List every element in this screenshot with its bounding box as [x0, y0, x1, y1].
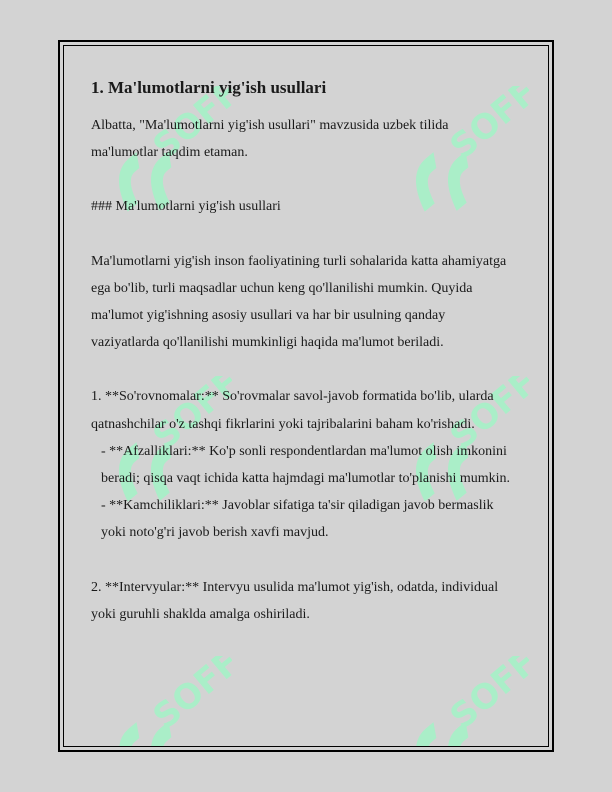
page	[63, 45, 549, 747]
svg-text:SOFF: SOFF	[442, 86, 529, 168]
svg-text:SOFF: SOFF	[145, 656, 232, 738]
soff-logo-icon	[379, 656, 529, 747]
svg-text:SOFF: SOFF	[442, 376, 529, 458]
method-1-cons: - **Kamchiliklari:** Javoblar sifatiga ta'sir qiladigan javob bermaslik yoki noto'g'ri javob berish xavfi mavjud.	[101, 498, 497, 541]
svg-text:SOFF: SOFF	[442, 656, 529, 738]
page-border	[58, 40, 554, 752]
soff-logo-icon	[82, 656, 232, 747]
svg-text:SOFF: SOFF	[145, 86, 232, 168]
overview-paragraph: Ma'lumotlarni yig'ish inson faoliyatining turli sohalarida katta ahamiyatga ega bo'lib, turli maqsadlar uchun keng qo'llanilishi mumkin. Quyida ma'lumot yig'ishning asosiy usullari va har bir usulning qanday vaziyatlarda qo'llanilishi mumkinligi haqida ma'lumot beriladi.	[91, 253, 510, 351]
document-body	[91, 76, 511, 655]
method-1-title: 1. **So'rovnomalar:** So'rovmalar savol-javob formatida bo'lib, ularda qatnashchilar o'z tashqi fikrlarini yoki tajribalarini baham ko'rishadi.	[91, 389, 498, 432]
intro-paragraph: Albatta, "Ma'lumotlarni yig'ish usullari" mavzusida uzbek tilida ma'lumotlar taqdim etaman.	[91, 118, 452, 161]
method-1-pros: - **Afzalliklari:** Ko'p sonli respondentlardan ma'lumot olish imkonini beradi; qisqa vaqt ichida katta hajmdagi ma'lumotlar to'planishi mumkin.	[101, 443, 511, 487]
svg-text:SOFF: SOFF	[145, 376, 232, 458]
subheading-line: ### Ma'lumotlarni yig'ish usullari	[91, 199, 281, 215]
document-heading: 1. Ma'lumotlarni yig'ish usullari	[91, 78, 327, 97]
method-2-title: 2. **Intervyular:** Intervyu usulida ma'lumot yig'ish, odatda, individual yoki guruhli shaklda amalga oshiriladi.	[91, 579, 502, 622]
